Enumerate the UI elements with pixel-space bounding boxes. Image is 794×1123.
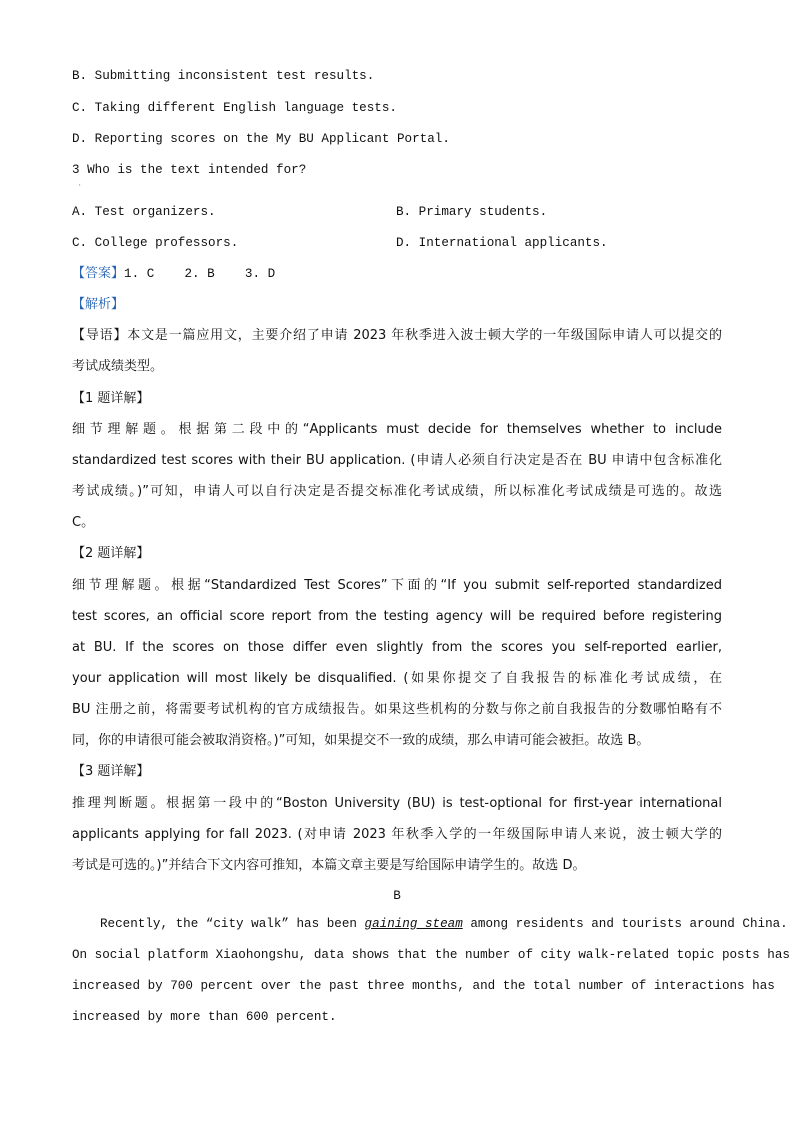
detail-1-label: 【1 题详解】: [72, 391, 150, 406]
passage-1b: among residents and tourists around China.: [462, 917, 788, 931]
answer-line: [72, 265, 275, 283]
detail-3-line-3: 考试是可选的。)”并结合下文内容可推知，本篇文章主要是写给国际申请学生的。故选 D。: [72, 858, 586, 873]
stray-mark: ': [79, 184, 81, 191]
detail-2-line-2: test scores, an official score report from the testing agency will be required before registering: [72, 609, 722, 624]
detail-2-label: 【2 题详解】: [72, 546, 150, 561]
answer-label: 【答案】: [72, 266, 125, 281]
q3-option-b: B. Primary students.: [396, 205, 548, 219]
passage-1a: Recently, the “city walk” has been: [100, 917, 365, 931]
option-c: C. Taking different English language tests.: [72, 101, 397, 115]
intro-line-1: [72, 327, 722, 345]
detail-2-line-1: 细节理解题。根据“Standardized Test Scores”下面的“If you submit self-reported standardized: [72, 578, 722, 593]
detail-3-label: 【3 题详解】: [72, 764, 150, 779]
detail-2-line-4: your application will most likely be disqualified. (如果你提交了自我报告的标准化考试成绩，在: [72, 671, 722, 686]
intro-text-1: 本文是一篇应用文，主要介绍了申请 2023 年秋季进入波士顿大学的一年级国际申请人可以提交的: [127, 328, 722, 343]
detail-1-line-4: C。: [72, 515, 95, 530]
detail-3-line-2: applicants applying for fall 2023. (对申请 2023 年秋季入学的一年级国际申请人来说，波士顿大学的: [72, 827, 722, 842]
detail-1-line-3: 考试成绩。)”可知，申请人可以自行决定是否提交标准化考试成绩，所以标准化考试成绩是可选的。故选: [72, 484, 722, 499]
gaining-steam: gaining steam: [364, 917, 463, 931]
detail-1-line-1: 细节理解题。根据第二段中的“Applicants must decide for themselves whether to include: [72, 422, 722, 437]
section-b-heading: B: [393, 889, 401, 903]
q3-option-d: D. International applicants.: [396, 236, 608, 250]
passage-line-4: increased by more than 600 percent.: [72, 1010, 337, 1024]
passage-line-1: [100, 915, 788, 933]
detail-2-line-6: 同，你的申请很可能会被取消资格。)”可知，如果提交不一致的成绩，那么申请可能会被拒。故选 B。: [72, 733, 650, 748]
intro-line-2: 考试成绩类型。: [72, 359, 164, 374]
question-3: 3 Who is the text intended for?: [72, 163, 307, 177]
analysis-label: 【解析】: [72, 297, 125, 312]
detail-2-line-3: at BU. If the scores on those differ even slightly from the scores you self-reported earlier,: [72, 640, 722, 655]
passage-line-2: On social platform Xiaohongshu, data shows that the number of city walk-related topic posts has: [72, 948, 790, 962]
detail-1-line-2: standardized test scores with their BU application. (申请人必须自行决定是否在 BU 申请中包含标准化: [72, 453, 722, 468]
q3-option-a: A. Test organizers.: [72, 205, 216, 219]
q3-option-c: C. College professors.: [72, 236, 239, 250]
option-d: D. Reporting scores on the My BU Applicant Portal.: [72, 132, 450, 146]
intro-label: 【导语】: [72, 328, 128, 343]
detail-2-line-5: BU 注册之前，将需要考试机构的官方成绩报告。如果这些机构的分数与你之前自我报告的分数哪怕略有不: [72, 702, 722, 717]
answer-value: 1. C 2. B 3. D: [124, 267, 276, 281]
option-b: B. Submitting inconsistent test results.: [72, 69, 375, 83]
passage-line-3: increased by 700 percent over the past three months, and the total number of interactions has: [72, 979, 775, 993]
detail-3-line-1: 推理判断题。根据第一段中的“Boston University (BU) is test-optional for first-year international: [72, 796, 722, 811]
